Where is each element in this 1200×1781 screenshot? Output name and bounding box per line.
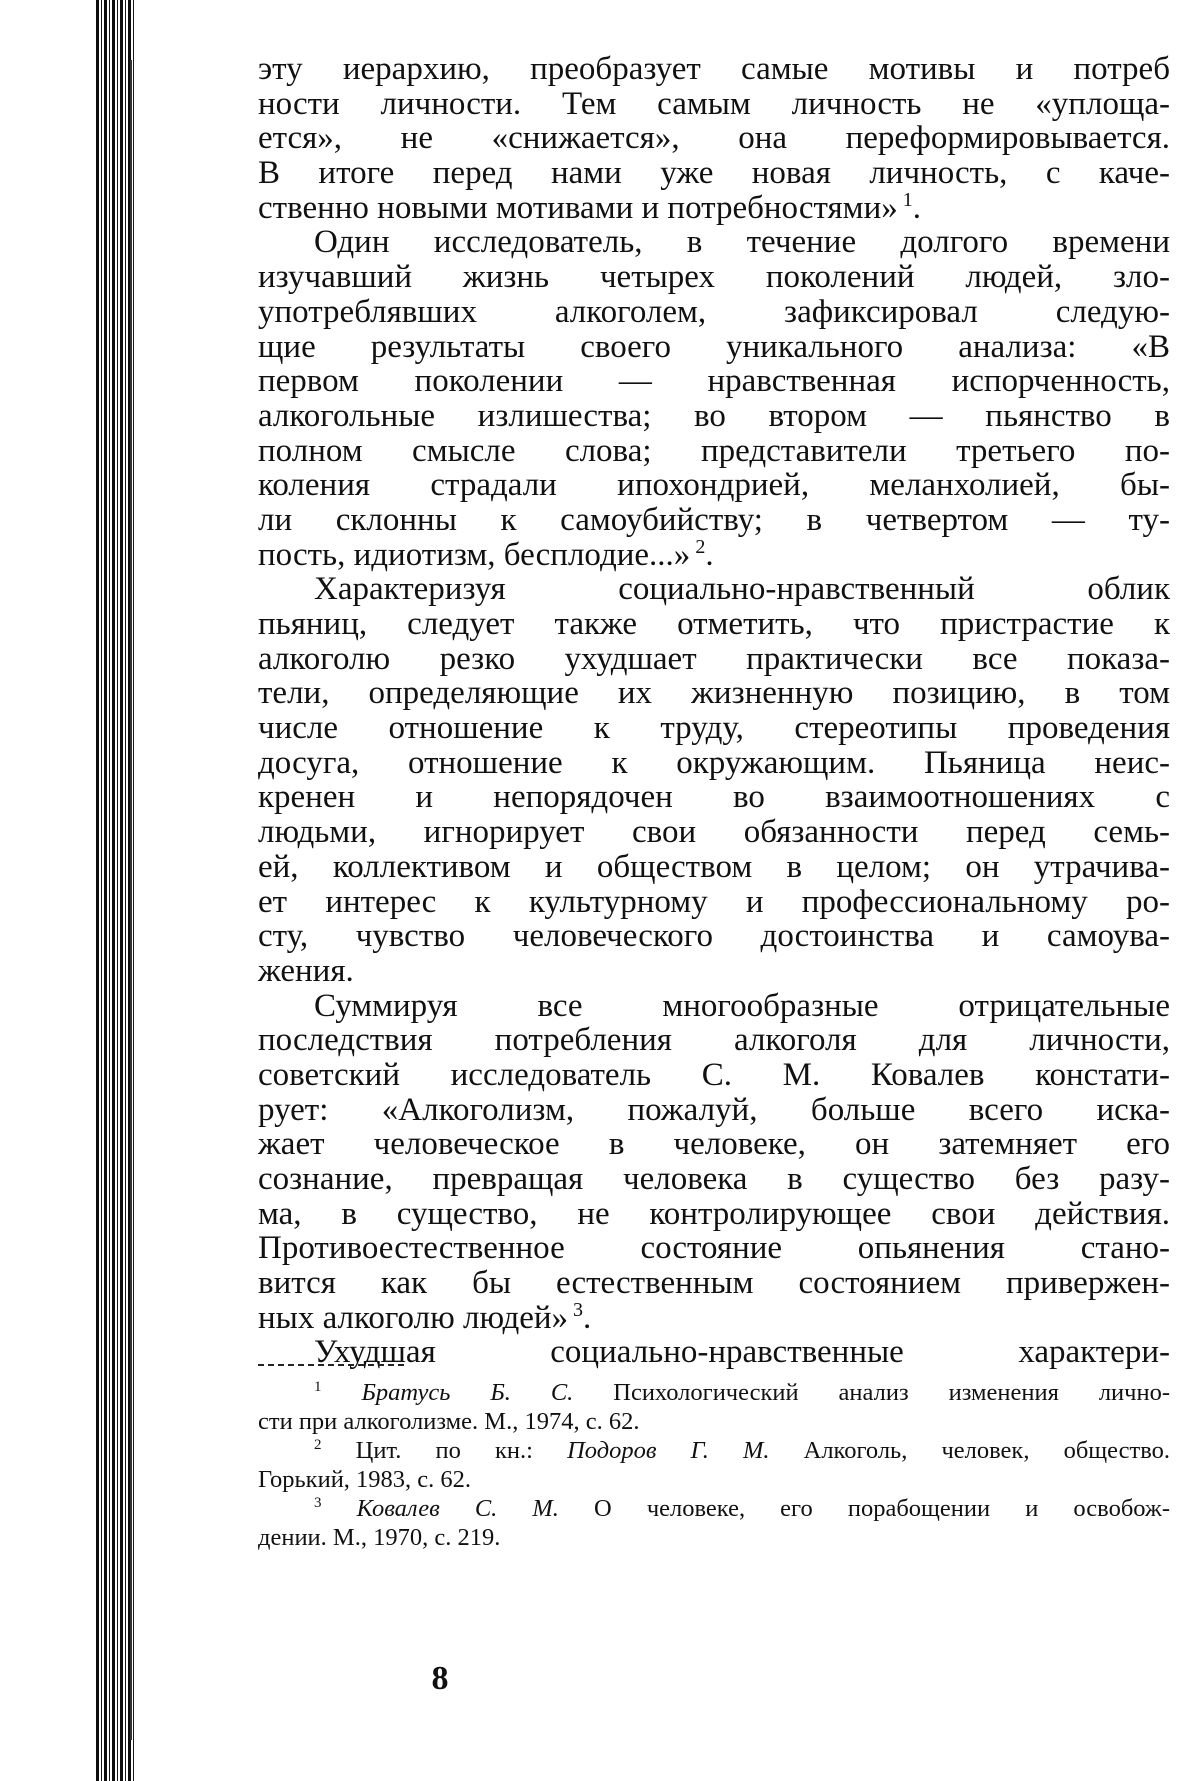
body-line (258, 780, 1170, 815)
body-line (258, 434, 1170, 469)
footnote-text: О человеке, его порабощении и освобож- (558, 1495, 1171, 1522)
body-line (258, 815, 1170, 850)
footnote-marker: 1 (897, 188, 913, 211)
footnotes (258, 1378, 1170, 1552)
body-line-text: сознание, превращая человека в существо без разу- (258, 1161, 1170, 1197)
body-line (258, 1162, 1170, 1197)
body-line (258, 746, 1170, 781)
body-line-text: коления страдали ипохондрией, меланхолией, бы- (258, 467, 1170, 504)
body-line-text: жает человеческое в человеке, он затемняет его (258, 1126, 1170, 1163)
body-line-text: досуга, отношение к окружающим. Пьяница неис- (258, 744, 1170, 781)
body-text (258, 52, 1170, 1370)
footnote-marker: 3 (568, 1298, 584, 1321)
binding-edge (130, 60, 132, 1740)
body-line-text: ется», не «снижается», она переформировывается. (258, 120, 1170, 157)
body-line (258, 260, 1170, 295)
body-line (258, 1023, 1170, 1058)
body-line-text: кренен и непорядочен во взаимоотношениях с (258, 779, 1170, 816)
footnote-number: 2 (314, 1436, 322, 1453)
body-line (258, 225, 1170, 260)
body-line-trail: . (583, 1299, 592, 1336)
footnote-text: дении. М., 1970, с. 219. (258, 1524, 501, 1551)
body-line (258, 1266, 1170, 1301)
footnote-line (258, 1465, 1170, 1494)
body-line (258, 156, 1170, 191)
body-line-trail: . (912, 189, 921, 226)
body-line (258, 954, 1170, 989)
book-binding (96, 0, 134, 1781)
body-line-text: людьми, игнорирует свои обязанности перед семь- (258, 814, 1170, 851)
body-line-text: В итоге перед нами уже новая личность, с каче- (258, 155, 1170, 192)
body-line-text: щие результаты своего уникального анализа: «В (258, 328, 1170, 365)
body-line (258, 1127, 1170, 1162)
body-line-text: Суммируя все многообразные отрицательные (314, 987, 1170, 1024)
body-line (258, 850, 1170, 885)
body-line (258, 885, 1170, 920)
footnote-text: сти при алкоголизме. М., 1974, с. 62. (258, 1408, 640, 1435)
body-line (258, 1298, 1170, 1336)
footnote-number: 1 (314, 1378, 322, 1395)
footnote-text: Горький, 1983, с. 62. (258, 1466, 472, 1493)
footnote-line (258, 1494, 1170, 1523)
footnote-separator (258, 1364, 404, 1366)
body-line-text: жения. (258, 952, 354, 989)
body-line-text: сту, чувство человеческого достоинства и самоува- (258, 918, 1170, 955)
footnote-text: Психологический анализ изменения лично- (573, 1379, 1171, 1406)
body-line (258, 87, 1170, 122)
body-line (258, 503, 1170, 538)
footnote-line (258, 1436, 1170, 1465)
body-line (258, 295, 1170, 330)
body-line (258, 919, 1170, 954)
body-line-text: изучавший жизнь четырех поколений людей, зло- (258, 259, 1170, 296)
body-line-text: пьяниц, следует также отметить, что пристрастие к (258, 606, 1170, 642)
footnote-number: 3 (314, 1494, 322, 1511)
footnote-author: Братусь Б. С. (361, 1379, 574, 1406)
body-line (258, 468, 1170, 503)
body-line (258, 1058, 1170, 1093)
body-line (258, 1093, 1170, 1128)
body-line (258, 330, 1170, 365)
footnote-line (258, 1407, 1170, 1436)
body-line-text: тели, определяющие их жизненную позицию, в том (258, 675, 1170, 712)
body-line (258, 711, 1170, 746)
body-line-text: вится как бы естественным состоянием привержен- (258, 1265, 1170, 1302)
body-line (258, 364, 1170, 399)
body-line-text: числе отношение к труду, стереотипы проведения (258, 710, 1170, 747)
body-line (258, 121, 1170, 156)
body-line (258, 399, 1170, 434)
body-line-text: ственно новыми мотивами и потребностями» (258, 189, 898, 226)
body-line-text: Противоестественное состояние опьянения стано- (258, 1230, 1170, 1267)
body-line-trail: . (705, 536, 714, 573)
body-line-text: употреблявших алкоголем, зафиксировал следую- (258, 293, 1170, 330)
page-number: 8 (431, 1660, 449, 1697)
body-line-text: алкоголю резко ухудшает практически все показа- (258, 640, 1170, 677)
body-line-text: Характеризуя социально-нравственный облик (314, 571, 1170, 608)
body-line (258, 607, 1170, 642)
body-line (258, 188, 1170, 226)
body-line-text: советский исследователь С. М. Ковалев констати- (258, 1056, 1170, 1093)
body-line (258, 989, 1170, 1024)
body-line (258, 642, 1170, 677)
body-line-text: Один исследователь, в течение долгого времени (314, 224, 1170, 261)
body-line (258, 1231, 1170, 1266)
body-line (258, 572, 1170, 607)
footnote-text: Алкоголь, человек, общество. (769, 1437, 1171, 1464)
body-line-text: последствия потребления алкоголя для личности, (258, 1022, 1170, 1059)
body-line-text: пость, идиотизм, бесплодие...» (258, 536, 691, 573)
body-line (258, 676, 1170, 711)
body-line-text: полном смысле слова; представители третьего по- (258, 432, 1170, 469)
footnote-line (258, 1378, 1170, 1407)
body-line (258, 535, 1170, 573)
body-line (258, 52, 1170, 87)
body-line-text: ей, коллективом и обществом в целом; он утрачива- (258, 848, 1170, 885)
body-line-text: ли склонны к самоубийству; в четвертом — ту- (258, 501, 1170, 538)
body-line-text: ных алкоголю людей» (258, 1299, 569, 1336)
body-line-text: рует: «Алкоголизм, пожалуй, больше всего иска- (258, 1091, 1170, 1128)
body-line-text: ет интерес к культурному и профессиональному ро- (258, 883, 1170, 920)
footnote-prefix: Цит. по кн.: (355, 1437, 568, 1464)
body-line-text: Ухудшая социально-нравственные характери- (314, 1334, 1170, 1371)
body-line-text: ма, в существо, не контролирующее свои действия. (258, 1195, 1170, 1232)
body-line (258, 1197, 1170, 1232)
footnote-author: Подоров Г. М. (567, 1437, 770, 1464)
footnote-author: Ковалев С. М. (356, 1495, 559, 1522)
footnote-marker: 2 (690, 535, 706, 558)
body-line-text: эту иерархию, преобразует самые мотивы и потреб (258, 51, 1170, 87)
body-line-text: первом поколении — нравственная испорченность, (258, 363, 1170, 400)
footnote-line (258, 1523, 1170, 1552)
body-line-text: алкогольные излишества; во втором — пьянство в (258, 397, 1170, 434)
body-line-text: ности личности. Тем самым личность не «уплоща- (258, 85, 1170, 122)
